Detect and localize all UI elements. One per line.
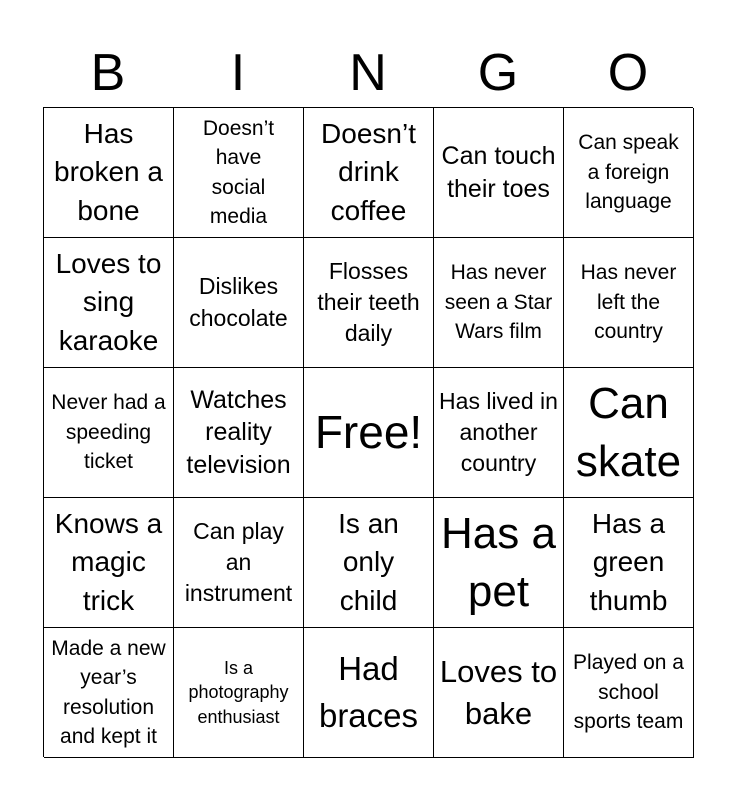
bingo-cell-r3-c3[interactable]	[434, 498, 564, 628]
bingo-cell-r3-c0[interactable]	[44, 498, 174, 628]
bingo-cell-r1-c2[interactable]	[304, 238, 434, 368]
bingo-cell-r4-c1[interactable]	[174, 628, 304, 758]
cell-label: Has never left the country	[580, 261, 677, 344]
cell-label: Never had a speeding ticket	[51, 391, 166, 474]
bingo-cell-r4-c3[interactable]	[434, 628, 564, 758]
free-space-label: Free!	[314, 405, 423, 458]
cell-label: Flosses their teeth daily	[317, 257, 420, 347]
cell-label: Knows a magic trick	[54, 507, 163, 616]
cell-label: Doesn’t have social media	[202, 116, 275, 228]
cell-label: Watches reality television	[186, 385, 291, 479]
bingo-cell-r2-c4[interactable]	[564, 368, 694, 498]
cell-label: Loves to bake	[439, 653, 558, 731]
cell-label: Had braces	[318, 650, 419, 734]
bingo-cell-r4-c2[interactable]	[304, 628, 434, 758]
cell-label: Can play an instrument	[184, 517, 293, 607]
cell-label: Doesn’t drink coffee	[321, 117, 416, 226]
bingo-cell-r3-c4[interactable]	[564, 498, 694, 628]
header-letter-o: O	[607, 44, 649, 102]
cell-label: Has a pet	[441, 509, 556, 616]
cell-label: Can touch their toes	[441, 142, 556, 203]
header-letter-n: N	[349, 44, 387, 102]
bingo-cell-r4-c0[interactable]	[44, 628, 174, 758]
header-letter-b: B	[90, 44, 126, 102]
bingo-cell-r1-c0[interactable]	[44, 238, 174, 368]
bingo-header	[43, 40, 693, 106]
cell-label: Is a photography enthusiast	[188, 658, 289, 727]
cell-label: Has broken a bone	[54, 117, 163, 226]
cell-label: Has lived in another country	[439, 387, 558, 477]
bingo-board	[43, 107, 693, 757]
bingo-cell-r0-c1[interactable]	[174, 108, 304, 238]
cell-label: Is an only child	[338, 507, 399, 616]
cell-label: Played on a school sports team	[573, 651, 684, 734]
bingo-cell-r2-c1[interactable]	[174, 368, 304, 498]
bingo-cell-r0-c4[interactable]	[564, 108, 694, 238]
header-letter-g: G	[477, 44, 519, 102]
bingo-cell-r4-c4[interactable]	[564, 628, 694, 758]
bingo-cell-r0-c0[interactable]	[44, 108, 174, 238]
bingo-cell-r0-c2[interactable]	[304, 108, 434, 238]
header-letter-i: I	[230, 44, 246, 102]
bingo-cell-r2-c0[interactable]	[44, 368, 174, 498]
bingo-cell-r2-c3[interactable]	[434, 368, 564, 498]
cell-label: Loves to sing karaoke	[55, 247, 162, 356]
bingo-cell-r0-c3[interactable]	[434, 108, 564, 238]
bingo-cell-r3-c2[interactable]	[304, 498, 434, 628]
bingo-cell-r1-c3[interactable]	[434, 238, 564, 368]
cell-label: Made a new year’s resolution and kept it	[51, 636, 166, 748]
cell-label: Has never seen a Star Wars film	[444, 261, 553, 344]
cell-label: Can skate	[575, 379, 682, 486]
bingo-cell-free[interactable]	[304, 368, 434, 498]
cell-label: Dislikes chocolate	[189, 273, 288, 331]
cell-label: Has a green thumb	[589, 507, 668, 616]
bingo-cell-r3-c1[interactable]	[174, 498, 304, 628]
bingo-cell-r1-c1[interactable]	[174, 238, 304, 368]
bingo-cell-r1-c4[interactable]	[564, 238, 694, 368]
cell-label: Can speak a foreign language	[578, 131, 679, 214]
